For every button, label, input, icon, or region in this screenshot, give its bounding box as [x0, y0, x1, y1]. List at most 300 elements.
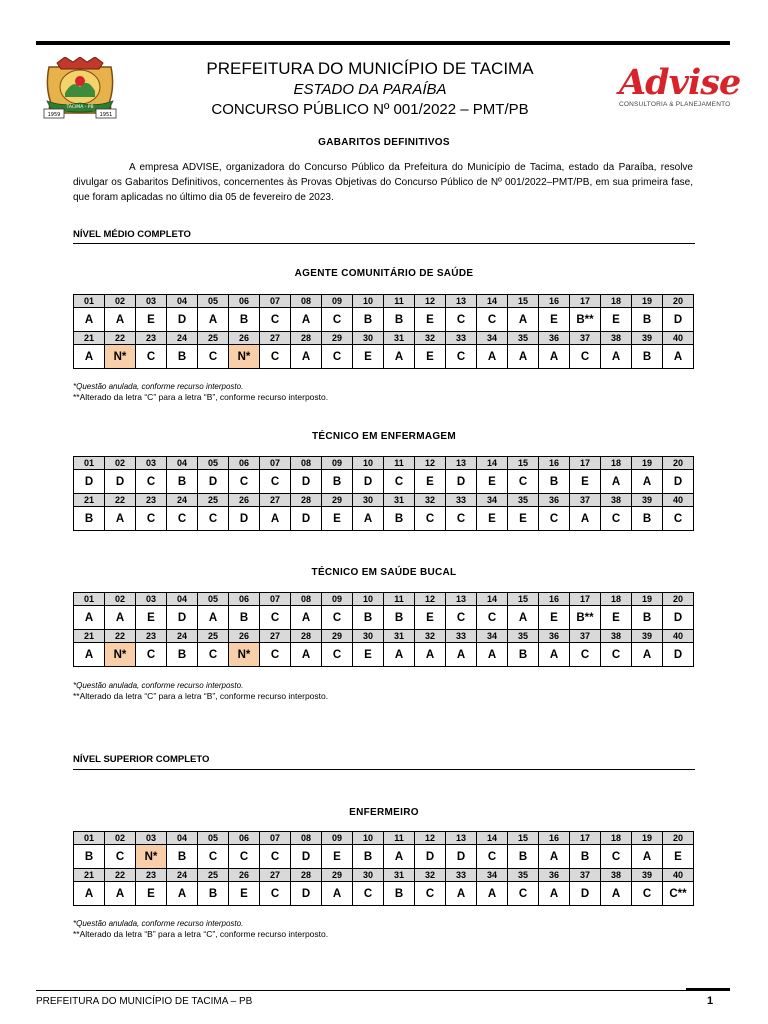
answer-cell: C	[446, 308, 477, 332]
question-number: 04	[167, 832, 198, 845]
answer-cell: N*	[229, 643, 260, 667]
question-number: 01	[74, 295, 105, 308]
answer-cell: N*	[105, 345, 136, 369]
question-number: 23	[136, 332, 167, 345]
question-number: 10	[353, 295, 384, 308]
answer-cell: C	[229, 470, 260, 494]
question-number: 04	[167, 593, 198, 606]
answer-cell: E	[477, 470, 508, 494]
answer-cell: C	[570, 643, 601, 667]
altered-note: **Alterado da letra “B” para a letra “C”, conforme recurso interposto.	[73, 929, 329, 939]
answer-cell: B	[322, 470, 353, 494]
annulled-note: *Questão anulada, conforme recurso interposto.	[73, 382, 244, 391]
exam-notes	[73, 680, 328, 702]
question-number: 07	[260, 593, 291, 606]
question-number: 16	[539, 593, 570, 606]
question-number: 32	[415, 494, 446, 507]
answer-cell: A	[539, 882, 570, 906]
question-number: 26	[229, 869, 260, 882]
answer-cell: B**	[570, 606, 601, 630]
level-title: NÍVEL SUPERIOR COMPLETO	[73, 754, 210, 765]
question-number: 27	[260, 630, 291, 643]
question-number: 29	[322, 332, 353, 345]
answer-table	[73, 294, 694, 369]
answer-cell: A	[291, 643, 322, 667]
question-number: 05	[198, 832, 229, 845]
question-number: 18	[601, 457, 632, 470]
answer-cell: A	[105, 308, 136, 332]
exam-title: ENFERMEIRO	[349, 807, 419, 818]
answer-cell: B	[632, 606, 663, 630]
question-number: 25	[198, 869, 229, 882]
answer-cell: B**	[570, 308, 601, 332]
municipal-crest-icon	[43, 57, 117, 123]
question-number: 30	[353, 630, 384, 643]
question-number: 13	[446, 832, 477, 845]
question-number: 05	[198, 593, 229, 606]
question-number: 09	[322, 457, 353, 470]
answer-cell: E	[322, 845, 353, 869]
question-number: 33	[446, 630, 477, 643]
answer-cell: B	[632, 507, 663, 531]
question-number: 11	[384, 832, 415, 845]
answer-cell: B	[167, 643, 198, 667]
answer-cell: B	[384, 882, 415, 906]
state-subtitle: ESTADO DA PARAÍBA	[293, 81, 447, 98]
answer-cell: E	[322, 507, 353, 531]
question-number: 05	[198, 457, 229, 470]
answer-cell: N*	[229, 345, 260, 369]
question-number: 28	[291, 494, 322, 507]
answer-cell: B	[167, 345, 198, 369]
answer-cell: E	[353, 345, 384, 369]
answer-cell: C	[136, 470, 167, 494]
answer-cell: E	[601, 606, 632, 630]
question-number: 02	[105, 295, 136, 308]
answer-cell: A	[539, 643, 570, 667]
answer-cell: A	[74, 643, 105, 667]
answer-cell: A	[198, 606, 229, 630]
answer-cell: D	[291, 507, 322, 531]
answer-cell: A	[508, 308, 539, 332]
question-number: 20	[663, 457, 694, 470]
document-header	[160, 58, 580, 120]
municipality-title: PREFEITURA DO MUNICÍPIO DE TACIMA	[206, 59, 534, 78]
answer-cell: C	[570, 345, 601, 369]
answer-cell: C	[663, 507, 694, 531]
answer-cell: A	[477, 643, 508, 667]
question-number: 06	[229, 832, 260, 845]
question-number: 25	[198, 630, 229, 643]
question-number: 29	[322, 630, 353, 643]
answer-cell: E	[539, 606, 570, 630]
answer-cell: C	[198, 643, 229, 667]
answer-cell: A	[105, 507, 136, 531]
answer-cell: A	[74, 882, 105, 906]
answer-cell: D	[663, 470, 694, 494]
level-rule	[73, 243, 695, 244]
question-number: 24	[167, 630, 198, 643]
question-number: 15	[508, 295, 539, 308]
question-number: 17	[570, 457, 601, 470]
altered-note: **Alterado da letra “C” para a letra “B”, conforme recurso interposto.	[73, 392, 329, 402]
answer-cell: E	[353, 643, 384, 667]
question-number: 18	[601, 295, 632, 308]
answer-cell: C	[198, 507, 229, 531]
answer-cell: C	[322, 308, 353, 332]
question-number: 39	[632, 494, 663, 507]
exam-notes	[73, 381, 328, 403]
question-number: 39	[632, 869, 663, 882]
question-number: 06	[229, 295, 260, 308]
answer-cell: C	[601, 507, 632, 531]
answer-cell: A	[353, 507, 384, 531]
question-number: 22	[105, 869, 136, 882]
question-number: 38	[601, 869, 632, 882]
answer-cell: E	[136, 606, 167, 630]
question-number: 12	[415, 593, 446, 606]
question-number: 39	[632, 630, 663, 643]
question-number: 33	[446, 332, 477, 345]
question-number-row	[74, 494, 694, 507]
level-title: NÍVEL MÉDIO COMPLETO	[73, 229, 191, 240]
answer-cell: A	[322, 882, 353, 906]
answer-cell: C	[601, 845, 632, 869]
question-number: 02	[105, 593, 136, 606]
question-number: 24	[167, 494, 198, 507]
answer-cell: A	[570, 507, 601, 531]
question-number: 13	[446, 457, 477, 470]
question-number: 23	[136, 494, 167, 507]
question-number: 22	[105, 630, 136, 643]
answer-row	[74, 308, 694, 332]
question-number: 10	[353, 593, 384, 606]
question-number: 40	[663, 630, 694, 643]
question-number: 08	[291, 295, 322, 308]
answer-cell: B	[74, 845, 105, 869]
answer-cell: B	[508, 643, 539, 667]
answer-cell: A	[601, 345, 632, 369]
question-number: 27	[260, 332, 291, 345]
answer-cell: C	[260, 845, 291, 869]
question-number: 07	[260, 457, 291, 470]
answer-cell: C	[260, 606, 291, 630]
answer-cell: C	[198, 345, 229, 369]
question-number: 35	[508, 869, 539, 882]
question-number: 21	[74, 869, 105, 882]
answer-cell: A	[601, 882, 632, 906]
question-number: 12	[415, 832, 446, 845]
question-number: 15	[508, 593, 539, 606]
answer-cell: B	[384, 606, 415, 630]
question-number: 11	[384, 457, 415, 470]
answer-cell: A	[291, 308, 322, 332]
question-number: 18	[601, 832, 632, 845]
question-number: 31	[384, 494, 415, 507]
answer-cell: A	[539, 345, 570, 369]
answer-row	[74, 643, 694, 667]
answer-cell: B	[539, 470, 570, 494]
answer-cell: B	[353, 308, 384, 332]
question-number: 02	[105, 832, 136, 845]
advise-logo-word: Advise	[619, 62, 741, 103]
question-number: 36	[539, 869, 570, 882]
answer-cell: A	[477, 345, 508, 369]
question-number: 34	[477, 630, 508, 643]
question-number: 05	[198, 295, 229, 308]
answer-cell: C	[415, 507, 446, 531]
question-number-row	[74, 832, 694, 845]
question-number: 30	[353, 869, 384, 882]
question-number: 40	[663, 869, 694, 882]
answer-cell: E	[136, 882, 167, 906]
answer-cell: N*	[136, 845, 167, 869]
answer-cell: C	[136, 507, 167, 531]
question-number: 38	[601, 630, 632, 643]
answer-cell: B	[198, 882, 229, 906]
question-number: 01	[74, 832, 105, 845]
question-number: 26	[229, 494, 260, 507]
question-number-row	[74, 332, 694, 345]
question-number: 21	[74, 332, 105, 345]
answer-cell: A	[601, 470, 632, 494]
answer-cell: D	[415, 845, 446, 869]
question-number: 03	[136, 295, 167, 308]
answer-cell: C**	[663, 882, 694, 906]
answer-cell: E	[415, 606, 446, 630]
answer-cell: C	[446, 507, 477, 531]
question-number: 11	[384, 295, 415, 308]
advise-logo	[619, 62, 741, 114]
footer-text: PREFEITURA DO MUNICÍPIO DE TACIMA – PB	[36, 996, 253, 1007]
question-number: 35	[508, 332, 539, 345]
answer-cell: N*	[105, 643, 136, 667]
answer-cell: C	[322, 606, 353, 630]
question-number: 40	[663, 332, 694, 345]
answer-cell: D	[353, 470, 384, 494]
question-number: 21	[74, 630, 105, 643]
question-number-row	[74, 295, 694, 308]
question-number: 12	[415, 457, 446, 470]
answer-cell: C	[260, 882, 291, 906]
question-number: 14	[477, 457, 508, 470]
answer-cell: B	[632, 345, 663, 369]
question-number: 20	[663, 832, 694, 845]
answer-cell: C	[539, 507, 570, 531]
answer-cell: D	[663, 643, 694, 667]
question-number: 25	[198, 332, 229, 345]
question-number: 03	[136, 832, 167, 845]
contest-subtitle: CONCURSO PÚBLICO Nº 001/2022 – PMT/PB	[211, 101, 529, 118]
question-number: 20	[663, 295, 694, 308]
advise-logo-subtitle: CONSULTORIA & PLANEJAMENTO	[619, 101, 731, 108]
answer-cell: A	[446, 882, 477, 906]
svg-text:TACIMA - PB: TACIMA - PB	[66, 105, 94, 110]
question-number: 08	[291, 593, 322, 606]
question-number: 27	[260, 494, 291, 507]
exam-title: TÉCNICO EM SAÚDE BUCAL	[311, 567, 457, 578]
answer-cell: C	[229, 845, 260, 869]
question-number: 09	[322, 295, 353, 308]
question-number: 28	[291, 869, 322, 882]
answer-cell: C	[477, 308, 508, 332]
question-number-row	[74, 869, 694, 882]
question-number: 35	[508, 494, 539, 507]
answer-row	[74, 470, 694, 494]
answer-cell: C	[322, 345, 353, 369]
answer-cell: B	[632, 308, 663, 332]
question-number: 36	[539, 494, 570, 507]
answer-cell: C	[601, 643, 632, 667]
answer-table	[73, 831, 694, 906]
question-number: 37	[570, 630, 601, 643]
answer-row	[74, 345, 694, 369]
question-number: 25	[198, 494, 229, 507]
answer-table	[73, 456, 694, 531]
answer-cell: E	[415, 470, 446, 494]
answer-cell: A	[632, 470, 663, 494]
answer-cell: C	[384, 470, 415, 494]
question-number: 29	[322, 494, 353, 507]
question-number: 31	[384, 332, 415, 345]
answer-cell: E	[663, 845, 694, 869]
answer-cell: C	[198, 845, 229, 869]
question-number: 19	[632, 832, 663, 845]
question-number: 34	[477, 869, 508, 882]
footer-rule	[36, 990, 730, 991]
answer-cell: E	[570, 470, 601, 494]
answer-cell: B	[353, 845, 384, 869]
answer-cell: C	[446, 606, 477, 630]
answer-cell: A	[632, 643, 663, 667]
question-number: 24	[167, 869, 198, 882]
answer-cell: D	[663, 606, 694, 630]
answer-cell: D	[291, 882, 322, 906]
answer-cell: D	[291, 470, 322, 494]
question-number: 40	[663, 494, 694, 507]
answer-cell: C	[167, 507, 198, 531]
question-number: 36	[539, 630, 570, 643]
exam-notes	[73, 918, 328, 940]
question-number: 01	[74, 457, 105, 470]
question-number: 31	[384, 630, 415, 643]
question-number: 19	[632, 457, 663, 470]
answer-cell: C	[508, 470, 539, 494]
annulled-note: *Questão anulada, conforme recurso interposto.	[73, 681, 244, 690]
question-number: 17	[570, 295, 601, 308]
answer-cell: B	[570, 845, 601, 869]
top-rule	[36, 41, 730, 45]
question-number: 37	[570, 494, 601, 507]
question-number: 32	[415, 630, 446, 643]
answer-cell: E	[601, 308, 632, 332]
question-number: 28	[291, 332, 322, 345]
answer-cell: A	[105, 882, 136, 906]
question-number: 30	[353, 332, 384, 345]
question-number: 01	[74, 593, 105, 606]
answer-cell: A	[291, 606, 322, 630]
answer-cell: A	[663, 345, 694, 369]
answer-cell: A	[508, 606, 539, 630]
question-number: 15	[508, 457, 539, 470]
answer-cell: E	[415, 345, 446, 369]
exam-title: TÉCNICO EM ENFERMAGEM	[311, 431, 457, 442]
question-number: 07	[260, 295, 291, 308]
answer-cell: A	[384, 845, 415, 869]
question-number: 24	[167, 332, 198, 345]
question-number: 31	[384, 869, 415, 882]
question-number: 08	[291, 832, 322, 845]
intro-paragraph: A empresa ADVISE, organizadora do Concurso Público da Prefeitura do Município de Tacima, estado da Paraíba, resolve divulgar os Gabaritos Definitivos, concernentes às Provas Objetivas do Concurso Público de Nº 001/2022–PMT/PB, em sua primeira fase, que foram aplicadas no último dia 05 de fevereiro de 2023.	[73, 162, 693, 203]
answer-cell: B	[384, 308, 415, 332]
answer-cell: C	[260, 470, 291, 494]
question-number: 09	[322, 832, 353, 845]
answer-cell: B	[167, 470, 198, 494]
answer-cell: A	[384, 643, 415, 667]
answer-cell: B	[229, 606, 260, 630]
question-number: 13	[446, 295, 477, 308]
answer-cell: D	[105, 470, 136, 494]
question-number: 10	[353, 832, 384, 845]
question-number-row	[74, 630, 694, 643]
answer-cell: A	[260, 507, 291, 531]
question-number: 19	[632, 295, 663, 308]
answer-cell: A	[198, 308, 229, 332]
question-number: 30	[353, 494, 384, 507]
answer-cell: A	[632, 845, 663, 869]
question-number: 26	[229, 630, 260, 643]
answer-cell: C	[477, 845, 508, 869]
question-number: 23	[136, 630, 167, 643]
question-number: 19	[632, 593, 663, 606]
question-number: 33	[446, 494, 477, 507]
answer-cell: B	[74, 507, 105, 531]
answer-cell: A	[446, 643, 477, 667]
exam-title: AGENTE COMUNITÁRIO DE SAÚDE	[294, 268, 474, 279]
question-number: 06	[229, 593, 260, 606]
page-mark	[686, 988, 730, 991]
answer-cell: A	[74, 345, 105, 369]
question-number: 38	[601, 332, 632, 345]
answer-cell: D	[663, 308, 694, 332]
question-number: 03	[136, 457, 167, 470]
answer-cell: C	[632, 882, 663, 906]
answer-row	[74, 606, 694, 630]
answer-cell: D	[570, 882, 601, 906]
question-number: 17	[570, 832, 601, 845]
answer-cell: B	[167, 845, 198, 869]
question-number: 04	[167, 457, 198, 470]
question-number: 04	[167, 295, 198, 308]
answer-cell: B	[229, 308, 260, 332]
question-number: 14	[477, 295, 508, 308]
question-number: 03	[136, 593, 167, 606]
question-number: 16	[539, 457, 570, 470]
section-title: GABARITOS DEFINITIVOS	[318, 137, 450, 148]
question-number: 18	[601, 593, 632, 606]
svg-text:1951: 1951	[99, 112, 113, 118]
question-number: 07	[260, 832, 291, 845]
question-number: 16	[539, 832, 570, 845]
question-number: 33	[446, 869, 477, 882]
answer-cell: D	[74, 470, 105, 494]
question-number: 37	[570, 869, 601, 882]
answer-cell: C	[136, 643, 167, 667]
question-number: 29	[322, 869, 353, 882]
answer-cell: C	[446, 345, 477, 369]
question-number: 28	[291, 630, 322, 643]
question-number: 36	[539, 332, 570, 345]
